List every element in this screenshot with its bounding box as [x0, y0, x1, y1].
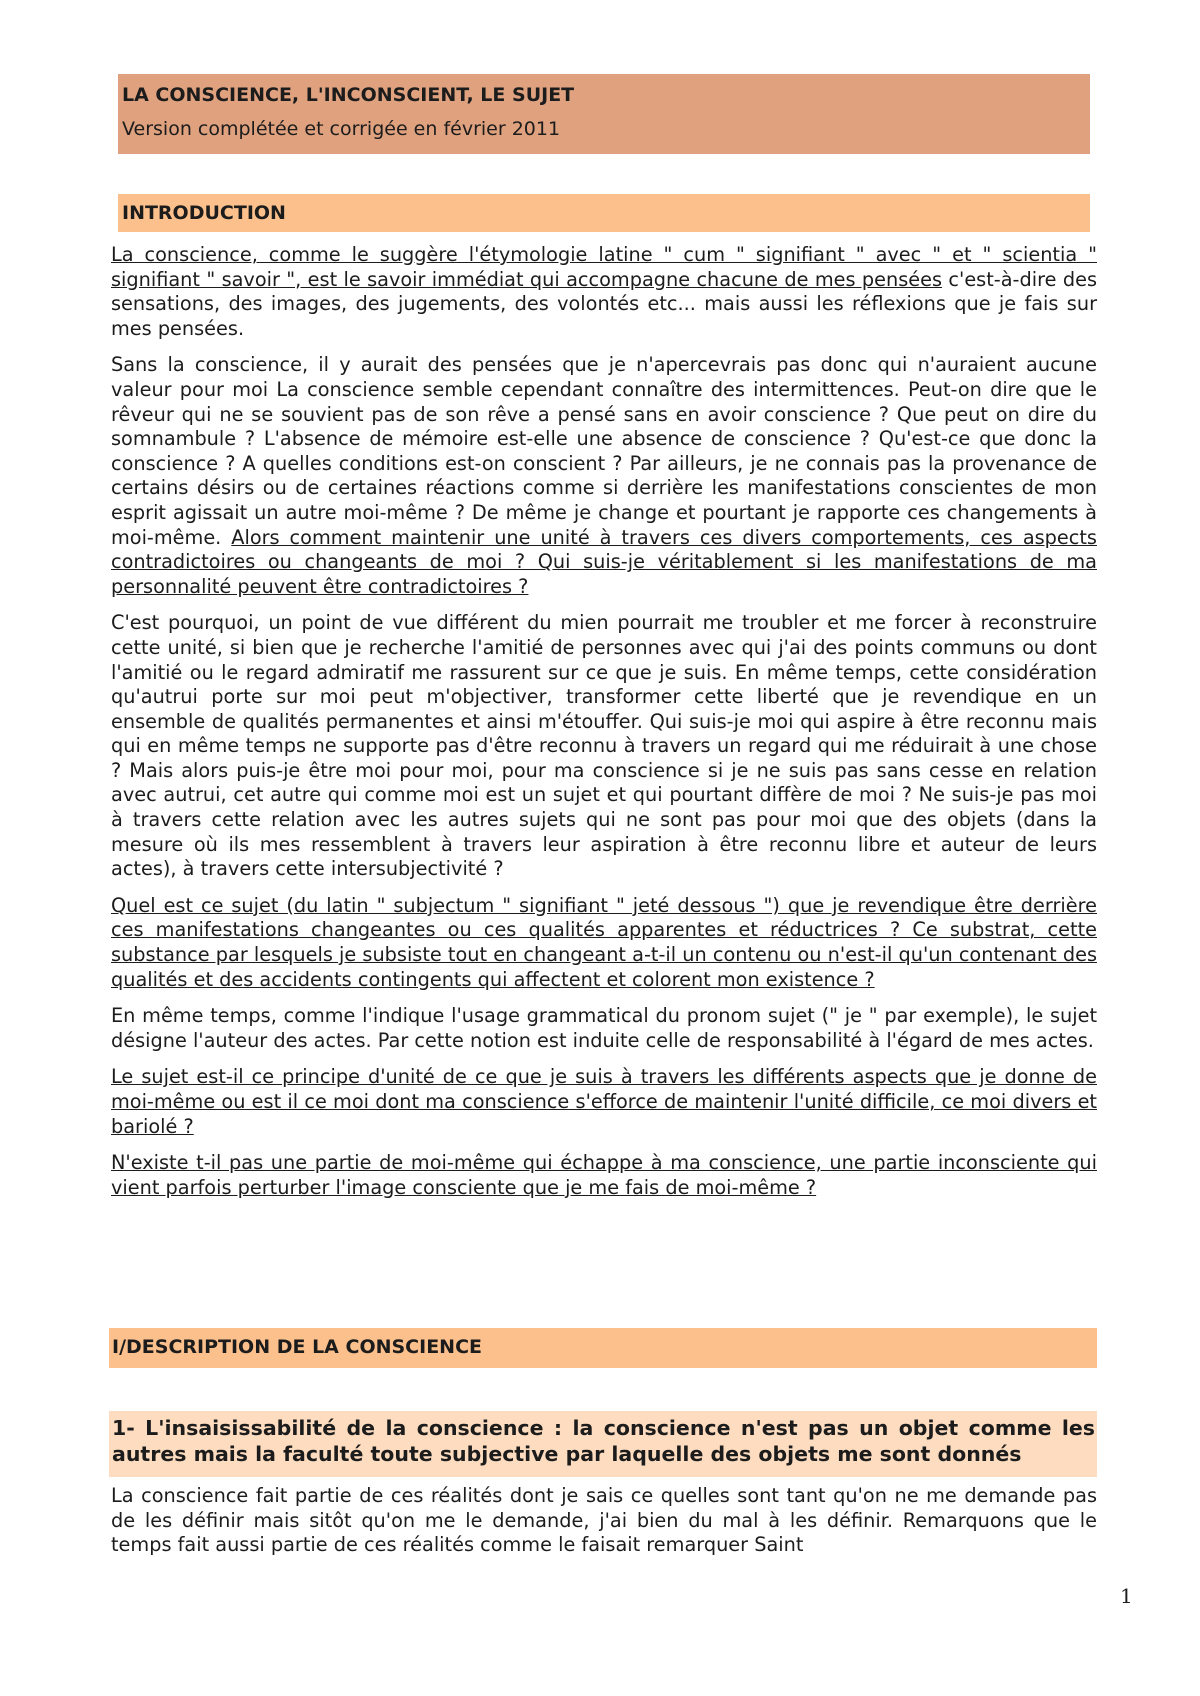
intro-paragraph-3: C'est pourquoi, un point de vue différent du mien pourrait me troubler et me forcer à reconstruire cette unité, si bien que je recherche l'amitié de personnes avec qui j'ai des points communs ou dont l'amitié ou le regard admiratif me rassurent sur ce que je suis. En même temps, cette considération qu'autrui porte sur moi peut m'objectiver, transformer cette liberté que je revendique en un ensemble de qualités permanentes et ainsi m'étouffer. Qui suis-je moi qui aspire à être reconnu mais qui en même temps ne supporte pas d'être reconnu à travers un regard qui me réduirait à une chose ? Mais alors puis-je être moi pour moi, pour ma conscience si je ne suis pas sans cesse en relation avec autrui, cet autre qui comme moi est un sujet et qui pourtant diffère de moi ? Ne suis-je pas moi à travers cette relation avec les autres sujets qui ne sont pas pour moi que des objets (dans la mesure où ils mes ressemblent à travers leur aspiration à être reconnu libre et auteur de leurs actes), à travers cette intersubjectivité ?: [111, 611, 1097, 881]
section-1-p1-a: La conscience fait partie de ces réalités dont je sais ce quelles sont tant qu'on ne me demande pas de les définir mais sitôt qu'on me le demande, j'ai bien du mal à les définir.: [111, 1484, 1097, 1532]
intro-paragraph-1: [111, 243, 1097, 341]
section-1-subheading: 1- L'insaisissabilité de la conscience : la conscience n'est pas un objet comme les autres mais la faculté toute subjective par laquelle des objets me sont donnés: [109, 1411, 1097, 1477]
intro-p1-rest: c'est-à-dire des sensations, des images, des jugements, des volontés etc... mais aussi les réflexions que je fais sur mes pensées.: [111, 267, 1097, 340]
section-1-paragraph-1: [111, 1484, 1097, 1558]
document-title: LA CONSCIENCE, L'INCONSCIENT, LE SUJET: [122, 84, 575, 106]
page-number: 1: [1120, 1584, 1133, 1608]
intro-body: [111, 243, 1097, 1212]
intro-paragraph-6: Le sujet est-il ce principe d'unité de ce que je suis à travers les différents aspects que je donne de moi-même ou est il ce moi dont ma conscience s'efforce de maintenir l'unité difficile, ce moi divers et bariolé ?: [111, 1065, 1097, 1138]
intro-paragraph-2: [111, 353, 1097, 599]
section-1-heading: I/DESCRIPTION DE LA CONSCIENCE: [109, 1328, 1097, 1368]
intro-p1-underlined: La conscience, comme le suggère l'étymologie latine " cum " signifiant " avec " et " scientia " signifiant " savoir ", est le savoir immédiat qui accompagne chacune de mes pensées: [111, 243, 1097, 291]
intro-p2-e: Alors comment maintenir une unité à travers ces divers comportements, ces aspects contradictoires ou changeants de moi ? Qui suis-je véritablement si les manifestations de ma personnalité peuvent être contradictoires ?: [111, 525, 1097, 598]
intro-paragraph-7: N'existe t-il pas une partie de moi-même qui échappe à ma conscience, une partie inconsciente qui vient parfois perturber l'image consciente que je me fais de moi-même ?: [111, 1151, 1097, 1199]
intro-p2-d: De même je change et pourtant je rapporte ces changements à moi-même.: [111, 500, 1097, 549]
intro-p2-b: Qu'est-ce que donc la conscience ? A quelles conditions est-on conscient ?: [111, 427, 1097, 475]
intro-paragraph-5: En même temps, comme l'indique l'usage grammatical du pronom sujet (" je " par exemple), le sujet désigne l'auteur des actes. Par cette notion est induite celle de responsabilité à l'égard de mes actes.: [111, 1004, 1097, 1052]
section-1-p1-b: Remarquons que le temps fait aussi partie de ces réalités comme le faisait remarquer Saint: [111, 1508, 1097, 1557]
section-1-body: [111, 1484, 1097, 1558]
document-title-box: [118, 74, 1090, 154]
intro-paragraph-4: Quel est ce sujet (du latin " subjectum " signifiant " jeté dessous ") que je revendique être derrière ces manifestations changeantes ou ces qualités apparentes et réductrices ? Ce substrat, cette substance par lesquels je subsiste tout en changeant a-t-il un contenu ou n'est-il qu'un contenant des qualités et des accidents contingents qui affectent et colorent mon existence ?: [111, 893, 1097, 991]
intro-p2-c: Par ailleurs, je ne connais pas la provenance de certains désirs ou de certaines réactions comme si derrière les manifestations conscientes de mon esprit agissait un autre moi-même ?: [111, 451, 1097, 524]
intro-heading: INTRODUCTION: [118, 194, 1090, 232]
document-subtitle: Version complétée et corrigée en février 2011: [122, 118, 561, 140]
intro-p2-a: Sans la conscience, il y aurait des pensées que je n'apercevrais pas donc qui n'auraient aucune valeur pour moi La conscience semble cependant connaître des intermittences. Peut-on dire que le rêveur qui ne se souvient pas de son rêve a pensé sans en avoir conscience ? Que peut on dire du somnambule ? L'absence de mémoire est-elle une absence de conscience ?: [111, 353, 1097, 451]
